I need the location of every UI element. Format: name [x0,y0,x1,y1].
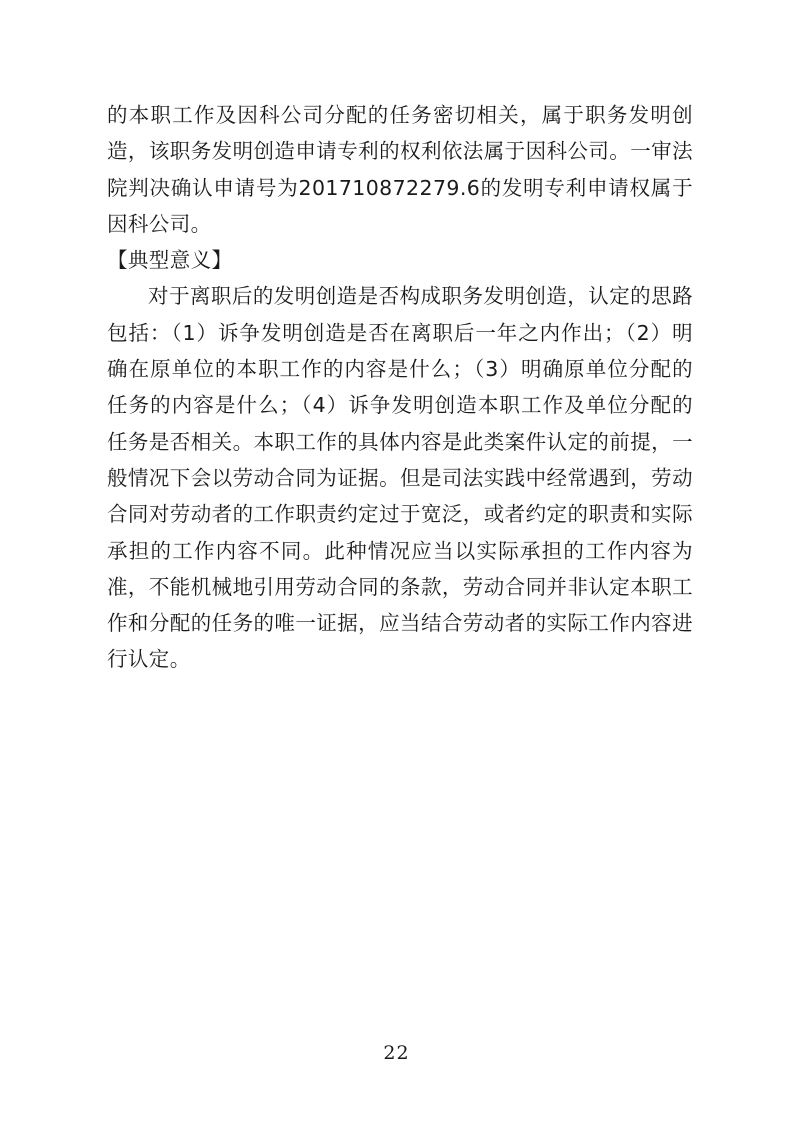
section-heading: 【典型意义】 [107,248,233,273]
document-body [107,97,693,678]
page-number: 22 [383,1042,410,1064]
continuation-paragraph: 的本职工作及因科公司分配的任务密切相关，属于职务发明创造，该职务发明创造申请专利的权利依法属于因科公司。一审法院判决确认申请号为201710872279.6的发明专利申请权属于因科公司。 [107,103,693,236]
significance-paragraph: 对于离职后的发明创造是否构成职务发明创造，认定的思路包括：（1）诉争发明创造是否在离职后一年之内作出；（2）明确在原单位的本职工作的内容是什么；（3）明确原单位分配的任务的内容是什么；（4）诉争发明创造本职工作及单位分配的任务是否相关。本职工作的具体内容是此类案件认定的前提，一般情况下会以劳动合同为证据。但是司法实践中经常遇到，劳动合同对劳动者的工作职责约定过于宽泛，或者约定的职责和实际承担的工作内容不同。此种情况应当以实际承担的工作内容为准，不能机械地引用劳动合同的条款，劳动合同并非认定本职工作和分配的任务的唯一证据，应当结合劳动者的实际工作内容进行认定。 [107,284,693,672]
